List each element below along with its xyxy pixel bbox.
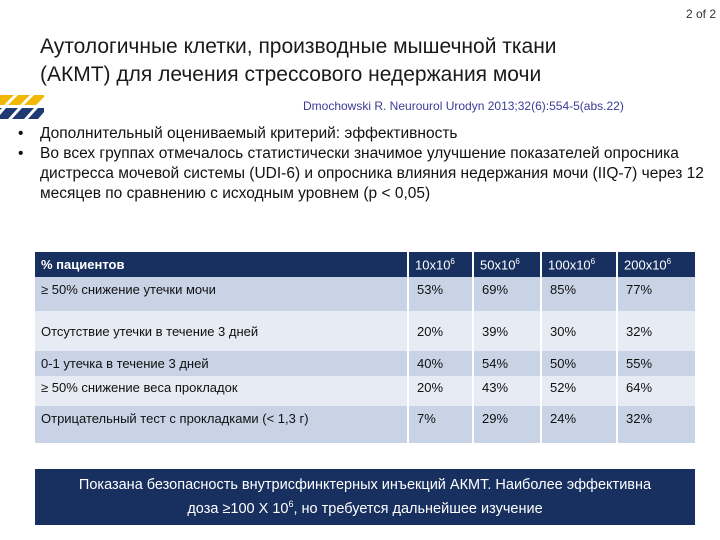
cell-value: 50% bbox=[541, 351, 617, 376]
table-row bbox=[35, 311, 695, 351]
cell-value: 39% bbox=[473, 311, 541, 351]
cell-value: 32% bbox=[617, 311, 695, 351]
header-label: % пациентов bbox=[35, 252, 408, 277]
header-dose-10: $10x10^6$ bbox=[408, 252, 473, 277]
stripes-logo-icon bbox=[0, 95, 44, 119]
conclusion-line-1: Показана безопасность внутрисфинктерных инъекций АКМТ. Наиболее эффективна bbox=[78, 476, 652, 493]
cell-value: 20% bbox=[408, 376, 473, 406]
conclusion-box bbox=[35, 469, 695, 525]
cell-value: 40% bbox=[408, 351, 473, 376]
row-label: ≥ 50% снижение утечки мочи bbox=[35, 277, 408, 311]
cell-value: 24% bbox=[541, 406, 617, 443]
cell-value: 20% bbox=[408, 311, 473, 351]
row-label: 0-1 утечка в течение 3 дней bbox=[35, 351, 408, 376]
results-table bbox=[35, 252, 695, 443]
title-line-2: (АКМТ) для лечения стрессового недержания мочи bbox=[40, 63, 542, 86]
page-title bbox=[40, 33, 680, 89]
conclusion-line-2: доза ≥100 Х $10^6$, но требуется дальнейшее изучение bbox=[187, 498, 543, 517]
cell-value: 32% bbox=[617, 406, 695, 443]
cell-value: 77% bbox=[617, 277, 695, 311]
page-number: 2 of 2 bbox=[685, 7, 716, 21]
bullet-dot-icon: • bbox=[18, 145, 24, 162]
cell-value: 7% bbox=[408, 406, 473, 443]
cell-value: 29% bbox=[473, 406, 541, 443]
header-dose-100: $100x10^6$ bbox=[541, 252, 617, 277]
bullet-dot-icon: • bbox=[18, 125, 24, 142]
cell-value: 43% bbox=[473, 376, 541, 406]
cell-value: 85% bbox=[541, 277, 617, 311]
header-dose-200: $200x10^6$ bbox=[617, 252, 695, 277]
bullet-item: • Дополнительный оцениваемый критерий: эффективность bbox=[18, 125, 458, 142]
cell-value: 55% bbox=[617, 351, 695, 376]
table-header-row bbox=[35, 252, 695, 277]
row-label: Отсутствие утечки в течение 3 дней bbox=[35, 311, 408, 351]
table-row bbox=[35, 277, 695, 311]
bullet-list bbox=[18, 124, 710, 204]
cell-value: 53% bbox=[408, 277, 473, 311]
citation: Dmochowski R. Neurourol Urodyn 2013;32(6):554-5(abs.22) bbox=[303, 99, 624, 113]
row-label: ≥ 50% снижение веса прокладок bbox=[35, 376, 408, 406]
header-dose-50: $50x10^6$ bbox=[473, 252, 541, 277]
table-row bbox=[35, 406, 695, 443]
cell-value: 69% bbox=[473, 277, 541, 311]
cell-value: 64% bbox=[617, 376, 695, 406]
row-label: Отрицательный тест с прокладками (< 1,3 г) bbox=[35, 406, 408, 443]
table-row bbox=[35, 351, 695, 376]
cell-value: 30% bbox=[541, 311, 617, 351]
cell-value: 54% bbox=[473, 351, 541, 376]
bullet-item: • Во всех группах отмечалось статистически значимое улучшение показателей опросника дистресса мочевой системы (UDI-6) и опросника влияния недержания мочи (IIQ-7) через 12 месяцев по сравнению с исходным уровнем (р < 0,05) bbox=[18, 145, 704, 202]
cell-value: 52% bbox=[541, 376, 617, 406]
table-row bbox=[35, 376, 695, 406]
title-line-1: Аутологичные клетки, производные мышечной ткани bbox=[40, 35, 557, 58]
